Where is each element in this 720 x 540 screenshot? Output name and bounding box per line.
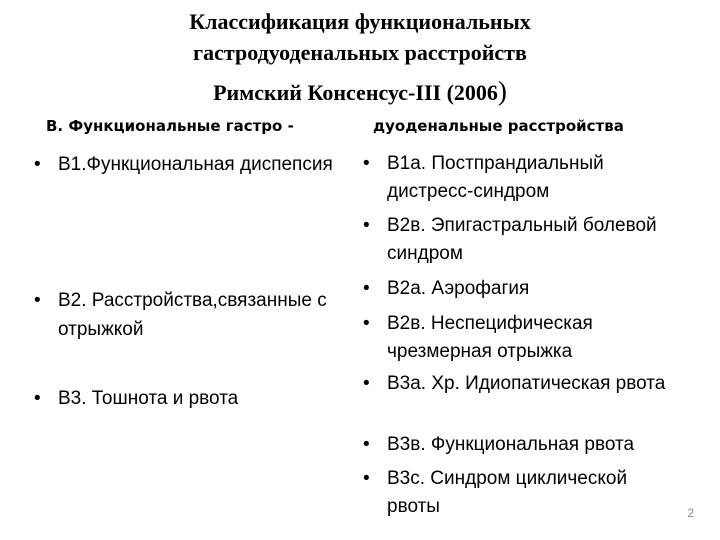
slide-title [40, 6, 680, 108]
list-item [363, 465, 683, 521]
list-item-text: B3a. Хр. Идиопатическая рвота [387, 373, 666, 394]
title-line-2: гастродуоденальных расстройств [193, 40, 527, 65]
list-item [34, 384, 238, 413]
list-item [363, 310, 683, 366]
list-item-text: B1.Функциональная диспепсия [58, 154, 333, 175]
list-item [363, 150, 683, 206]
list-item-text: B3. Тошнота и рвота [58, 388, 239, 409]
bullet-icon: • [363, 278, 370, 299]
title-line-3-text: Римский Консенсус-III (2006 [213, 80, 498, 105]
bullet-icon: • [34, 154, 41, 175]
list-item [34, 150, 333, 179]
title-line-1: Классификация функциональных [189, 9, 531, 34]
list-item [34, 286, 352, 344]
title-closing-paren: ) [497, 76, 507, 106]
bullet-icon: • [34, 290, 41, 311]
bullet-icon: • [34, 388, 41, 409]
list-item-text: B3c. Синдром циклической рвоты [387, 468, 628, 517]
right-column-header: дуоденальные расстройства [373, 117, 624, 135]
bullet-icon: • [363, 153, 370, 174]
bullet-icon: • [363, 373, 370, 394]
list-item [363, 212, 683, 268]
list-item [363, 370, 665, 398]
page-number: 2 [687, 506, 694, 520]
list-item [363, 275, 529, 303]
bullet-icon: • [363, 215, 370, 236]
bullet-icon: • [363, 313, 370, 334]
list-item-text: B2a. Аэрофагия [387, 278, 530, 299]
list-item-text: B2в. Неспецифическая чрезмерная отрыжка [387, 313, 593, 362]
title-line-3 [40, 76, 680, 108]
bullet-icon: • [363, 434, 370, 455]
left-column-header: B. Функциональные гастро - [46, 117, 294, 135]
list-item-text: B2. Расстройства,связанные с отрыжкой [58, 290, 327, 340]
list-item-text: B3в. Функциональная рвота [387, 434, 635, 455]
list-item [363, 431, 634, 459]
bullet-icon: • [363, 468, 370, 489]
list-item-text: B2в. Эпигастральный болевой синдром [387, 215, 657, 264]
list-item-text: B1a. Постпрандиальный дистресс-синдром [387, 153, 604, 202]
